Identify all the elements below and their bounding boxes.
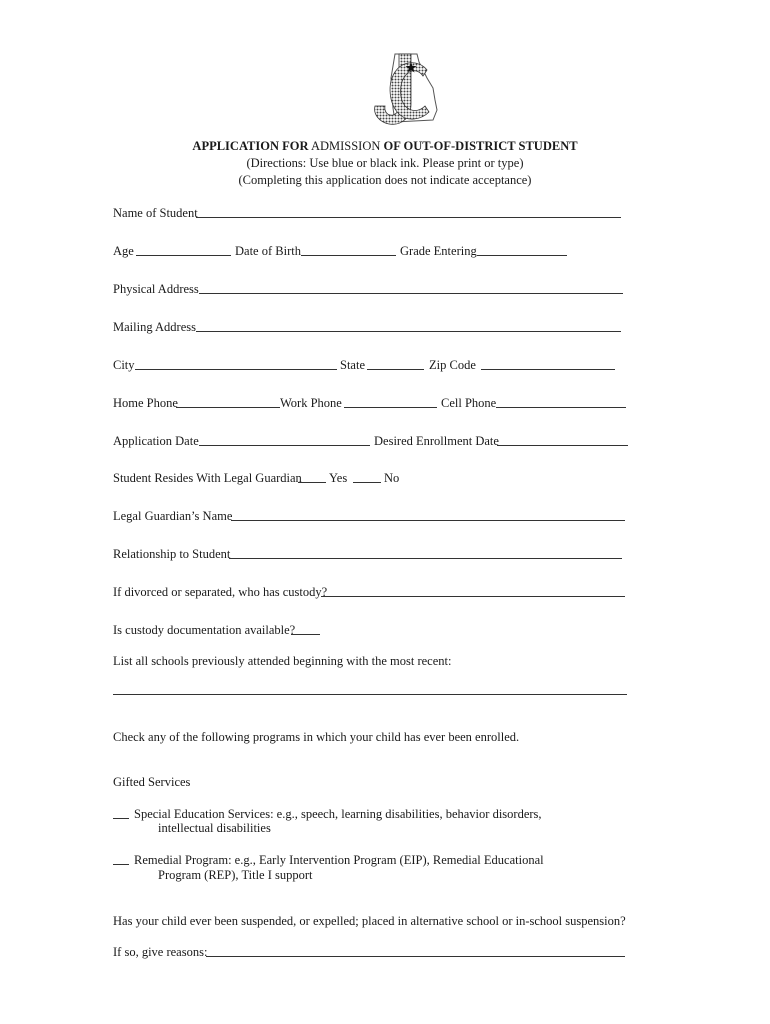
- previous-schools-field[interactable]: [113, 682, 627, 695]
- age-field[interactable]: [136, 243, 231, 256]
- dob-label: Date of Birth: [235, 244, 301, 258]
- state-field[interactable]: [367, 357, 424, 370]
- grade-field[interactable]: [477, 243, 567, 256]
- physical-address-row: [113, 281, 633, 297]
- physical-address-label: Physical Address: [113, 282, 199, 296]
- gifted-row: [113, 774, 313, 790]
- relationship-label: Relationship to Student: [113, 547, 231, 561]
- reasons-label: If so, give reasons:: [113, 945, 208, 959]
- application-date-field[interactable]: [199, 433, 370, 446]
- custody-docs-field[interactable]: [291, 622, 320, 635]
- city-label: City: [113, 358, 135, 372]
- remedial-label: Remedial Program: e.g., Early Intervention Program (EIP), Remedial Educational: [134, 853, 544, 867]
- dates-row: [113, 433, 633, 449]
- cell-phone-field[interactable]: [496, 395, 626, 408]
- previous-schools-row: [113, 653, 633, 669]
- suspension-question: Has your child ever been suspended, or expelled; placed in alternative school or in-school suspension?: [113, 914, 626, 928]
- student-name-field[interactable]: [196, 205, 621, 218]
- relationship-row: [113, 546, 633, 562]
- remedial-label-cont: Program (REP), Title I support: [158, 868, 313, 882]
- mailing-address-field[interactable]: [196, 319, 621, 332]
- desired-enrollment-field[interactable]: [497, 433, 628, 446]
- student-name-row: [113, 205, 633, 221]
- guardian-name-label: Legal Guardian’s Name: [113, 509, 233, 523]
- special-ed-label-cont: intellectual disabilities: [158, 821, 271, 835]
- custody-row: [113, 584, 633, 600]
- grade-label: Grade Entering: [400, 244, 477, 258]
- guardian-name-field[interactable]: [231, 508, 625, 521]
- mailing-address-label: Mailing Address: [113, 320, 196, 334]
- city-row: [113, 357, 633, 373]
- state-label: State: [340, 358, 365, 372]
- custody-field[interactable]: [321, 584, 625, 597]
- yes-label: Yes: [329, 471, 348, 485]
- gifted-label: Gifted Services: [113, 775, 191, 789]
- resides-no-field[interactable]: [353, 470, 381, 483]
- custody-docs-row: [113, 622, 333, 638]
- cell-phone-label: Cell Phone: [441, 396, 497, 410]
- student-name-label: Name of Student: [113, 206, 198, 220]
- remedial-checkbox[interactable]: [113, 852, 129, 865]
- no-label: No: [384, 471, 400, 485]
- special-ed-checkbox[interactable]: [113, 806, 129, 819]
- previous-schools-label: List all schools previously attended beginning with the most recent:: [113, 654, 452, 668]
- form-title: APPLICATION FOR ADMISSION OF OUT-OF-DISTRICT STUDENT: [192, 139, 578, 153]
- phone-row: [113, 395, 633, 411]
- resides-yes-field[interactable]: [298, 470, 326, 483]
- special-ed-row: [113, 806, 633, 822]
- age-row: [113, 243, 583, 259]
- relationship-field[interactable]: [229, 546, 622, 559]
- reasons-row: [113, 944, 633, 960]
- suspension-row: [113, 913, 633, 929]
- form-directions: (Directions: Use blue or black ink. Please print or type): [246, 156, 524, 170]
- resides-row: [113, 470, 433, 486]
- resides-label: Student Resides With Legal Guardian: [113, 471, 302, 485]
- home-phone-field[interactable]: [176, 395, 280, 408]
- work-phone-label: Work Phone: [280, 396, 342, 410]
- guardian-name-row: [113, 508, 633, 524]
- dob-field[interactable]: [301, 243, 396, 256]
- age-label: Age: [113, 244, 134, 258]
- zip-field[interactable]: [481, 357, 615, 370]
- city-field[interactable]: [135, 357, 337, 370]
- physical-address-field[interactable]: [199, 281, 623, 294]
- remedial-row: [113, 852, 633, 868]
- form-note: (Completing this application does not indicate acceptance): [238, 173, 532, 187]
- desired-enrollment-label: Desired Enrollment Date: [374, 434, 499, 448]
- home-phone-label: Home Phone: [113, 396, 178, 410]
- custody-docs-label: Is custody documentation available?: [113, 623, 296, 637]
- work-phone-field[interactable]: [344, 395, 437, 408]
- special-ed-label: Special Education Services: e.g., speech, learning disabilities, behavior disorders,: [134, 807, 542, 821]
- application-date-label: Application Date: [113, 434, 199, 448]
- mailing-address-row: [113, 319, 633, 335]
- school-monogram-logo: [355, 48, 445, 132]
- programs-intro-text: Check any of the following programs in which your child has ever been enrolled.: [113, 730, 520, 744]
- programs-intro: [113, 729, 633, 745]
- reasons-field[interactable]: [206, 944, 625, 957]
- zip-label: Zip Code: [429, 358, 476, 372]
- custody-label: If divorced or separated, who has custody?: [113, 585, 328, 599]
